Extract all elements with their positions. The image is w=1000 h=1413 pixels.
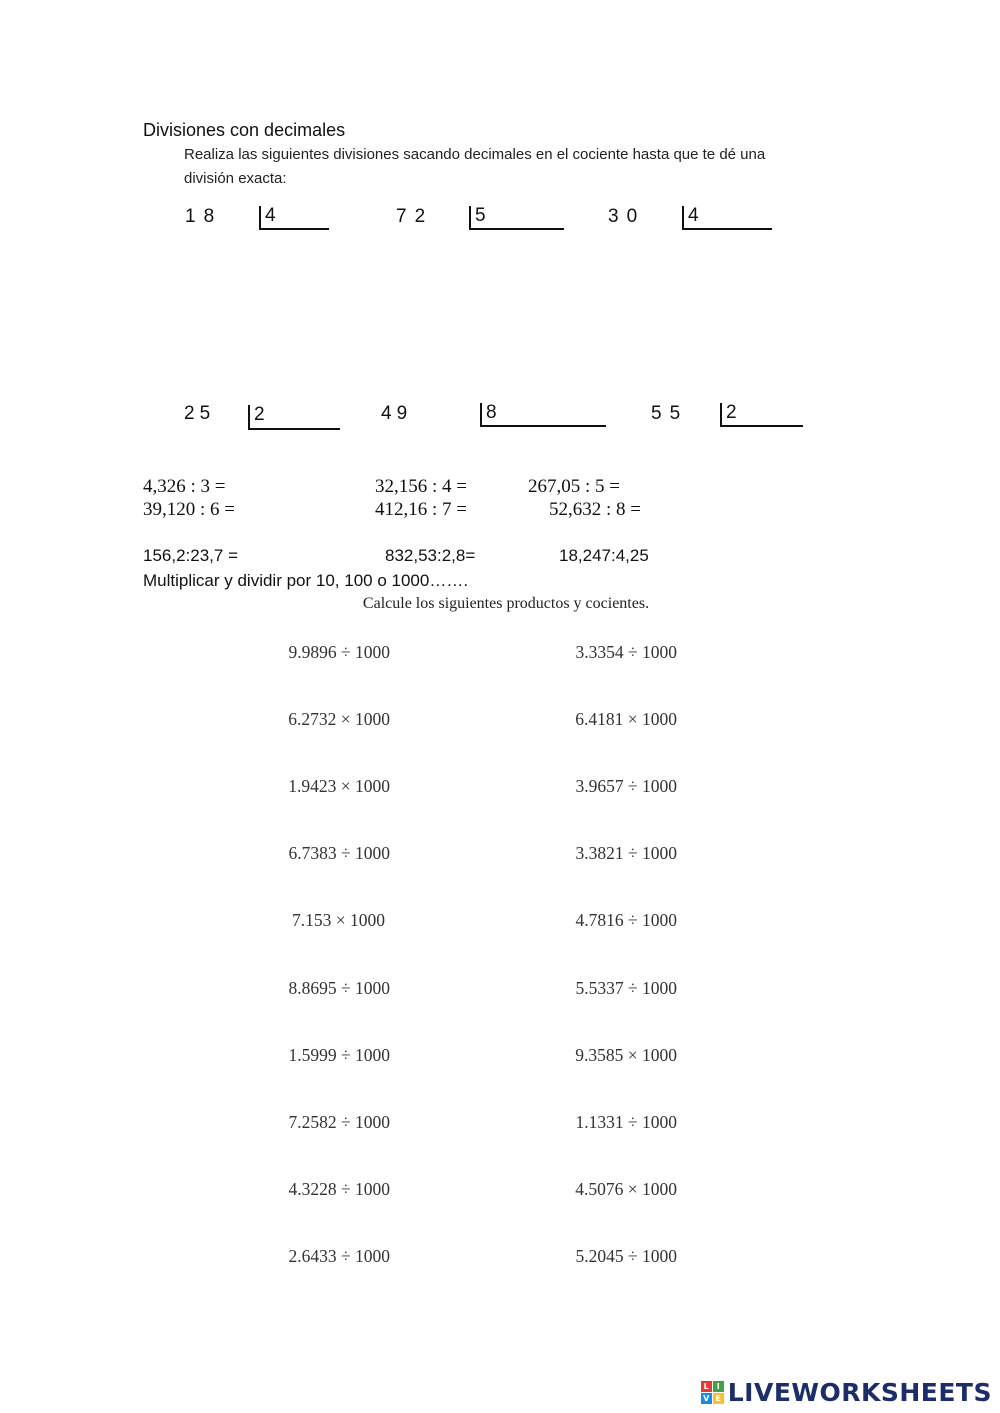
exercise-item: 4.5076 × 1000 bbox=[575, 1178, 677, 1199]
liveworksheets-logo bbox=[701, 1378, 992, 1407]
page-title: Divisiones con decimales bbox=[143, 120, 346, 140]
decimal-division: 4,326 : 3 = bbox=[143, 476, 226, 497]
exercise-item: 8.8695 ÷ 1000 bbox=[288, 977, 390, 998]
dividend: 49 bbox=[381, 403, 413, 424]
exercise-item: 7.2582 ÷ 1000 bbox=[288, 1111, 390, 1132]
exercise-item: 6.4181 × 1000 bbox=[575, 709, 677, 730]
exercise-item: 1.5999 ÷ 1000 bbox=[288, 1044, 390, 1065]
exercise-item: 7.153 × 1000 bbox=[292, 910, 385, 931]
decimal-division: 39,120 : 6 = bbox=[143, 499, 235, 520]
section-subtitle: Calcule los siguientes productos y cocientes. bbox=[362, 595, 650, 612]
decimal-by-decimal: 156,2:23,7 = bbox=[143, 546, 239, 565]
exercise-item: 1.9423 × 1000 bbox=[288, 776, 390, 797]
divisor-bracket bbox=[248, 405, 340, 430]
divisor: 5 bbox=[475, 205, 486, 226]
exercise-item: 6.2732 × 1000 bbox=[288, 709, 390, 730]
exercise-item: 6.7383 ÷ 1000 bbox=[288, 843, 390, 864]
decimal-division: 412,16 : 7 = bbox=[375, 499, 467, 520]
logo-mark-letter: I bbox=[713, 1381, 724, 1392]
exercise-item: 3.3354 ÷ 1000 bbox=[575, 642, 677, 662]
divisor-bracket bbox=[469, 206, 564, 230]
exercise-item: 2.6433 ÷ 1000 bbox=[288, 1245, 390, 1266]
logo-mark-letter: E bbox=[713, 1393, 724, 1404]
divisor: 4 bbox=[688, 205, 699, 226]
exercise-item: 4.7816 ÷ 1000 bbox=[575, 910, 677, 931]
logo-mark-letter: V bbox=[701, 1393, 712, 1404]
divisor-bracket bbox=[259, 206, 329, 230]
logo-mark-icon bbox=[701, 1381, 724, 1404]
logo-text: LIVEWORKSHEETS bbox=[727, 1378, 992, 1407]
exercise-item: 3.3821 ÷ 1000 bbox=[575, 843, 677, 864]
decimal-division: 32,156 : 4 = bbox=[375, 476, 467, 497]
exercise-item: 5.5337 ÷ 1000 bbox=[575, 977, 677, 998]
decimal-division: 52,632 : 8 = bbox=[549, 499, 641, 520]
logo-mark-letter: L bbox=[701, 1381, 712, 1392]
decimal-by-decimal: 18,247:4,25 bbox=[559, 546, 649, 565]
divisor: 2 bbox=[254, 404, 265, 425]
dividend: 25 bbox=[184, 403, 216, 424]
exercise-item: 9.9896 ÷ 1000 bbox=[288, 642, 390, 662]
decimal-by-decimal: 832,53:2,8= bbox=[385, 546, 476, 565]
exercise-item: 9.3585 × 1000 bbox=[575, 1044, 677, 1065]
decimal-division: 267,05 : 5 = bbox=[528, 476, 620, 497]
dividend: 72 bbox=[396, 206, 434, 227]
divisor: 4 bbox=[265, 205, 276, 226]
exercise-item: 1.1331 ÷ 1000 bbox=[575, 1111, 677, 1132]
divisor-bracket bbox=[720, 403, 803, 427]
instruction-line-1: Realiza las siguientes divisiones sacando decimales en el cociente hasta que te dé una bbox=[184, 146, 766, 163]
divisor: 8 bbox=[486, 402, 497, 423]
divisor-bracket bbox=[480, 403, 606, 427]
exercise-item: 4.3228 ÷ 1000 bbox=[288, 1178, 390, 1199]
dividend: 30 bbox=[608, 206, 646, 227]
dividend: 55 bbox=[651, 403, 689, 424]
section-title: Multiplicar y dividir por 10, 100 o 1000……. bbox=[143, 571, 469, 590]
exercise-item: 3.9657 ÷ 1000 bbox=[575, 776, 677, 797]
divisor-bracket bbox=[682, 206, 772, 230]
exercise-item: 5.2045 ÷ 1000 bbox=[575, 1245, 677, 1266]
divisor: 2 bbox=[726, 402, 737, 423]
instruction-line-2: división exacta: bbox=[184, 170, 287, 187]
dividend: 18 bbox=[185, 206, 223, 227]
